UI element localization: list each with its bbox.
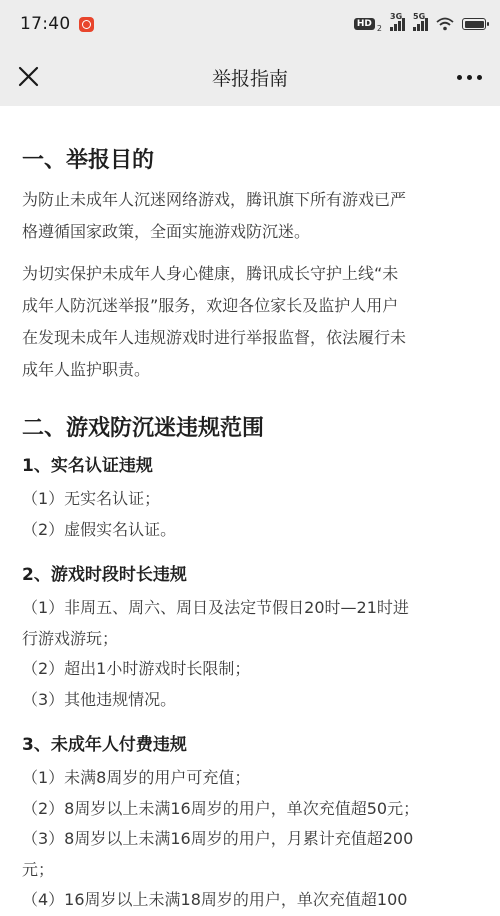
hd-sub-label: 2 bbox=[376, 23, 382, 33]
wifi-icon bbox=[436, 17, 454, 31]
paragraph-line: 格遵循国家政策，全面实施游戏防沉迷。 bbox=[22, 222, 311, 241]
paragraph-line: 成年人监护职责。 bbox=[22, 360, 151, 379]
signal-3g-icon bbox=[390, 12, 405, 31]
paragraph bbox=[22, 258, 478, 386]
list-item: （3）其他违规情况。 bbox=[22, 689, 177, 709]
article-content bbox=[0, 106, 500, 916]
list-item: 行游戏游玩； bbox=[22, 628, 119, 648]
subsection-title: 3、未成年人付费违规 bbox=[22, 735, 187, 755]
paragraph-line: 在发现未成年人违规游戏时进行举报监督，依法履行未 bbox=[22, 328, 407, 347]
section-heading: 一、举报目的 bbox=[22, 148, 155, 173]
rule-list bbox=[22, 593, 478, 715]
list-item: （1）无实名认证； bbox=[22, 489, 161, 508]
hd-icon: HD bbox=[354, 18, 375, 30]
status-time: 17:40 bbox=[20, 14, 71, 34]
paragraph-line: 成年人防沉迷举报”服务，欢迎各位家长及监护人用户 bbox=[22, 296, 399, 315]
list-item: 元； bbox=[22, 859, 55, 879]
signal-5g-icon bbox=[413, 12, 428, 31]
page-title: 举报指南 bbox=[211, 67, 288, 90]
paragraph bbox=[22, 184, 478, 248]
rule-list bbox=[22, 763, 478, 916]
app-notification-icon bbox=[79, 17, 94, 32]
list-item: （1）非周五、周六、周日及法定节假日20时—21时进 bbox=[22, 598, 409, 617]
more-icon[interactable] bbox=[454, 62, 484, 92]
nav-bar bbox=[0, 48, 500, 106]
list-item: （3）8周岁以上未满16周岁的用户，月累计充值超200 bbox=[22, 829, 414, 848]
battery-icon bbox=[462, 18, 486, 30]
status-bar bbox=[0, 0, 500, 48]
status-indicators bbox=[354, 12, 486, 33]
close-icon[interactable] bbox=[14, 62, 44, 92]
paragraph-line: 为切实保护未成年人身心健康，腾讯成长守护上线“未 bbox=[22, 264, 399, 283]
list-item: （2）8周岁以上未满16周岁的用户，单次充值超50元； bbox=[22, 798, 420, 818]
subsection-title: 2、游戏时段时长违规 bbox=[22, 565, 187, 585]
section-heading: 二、游戏防沉迷违规范围 bbox=[22, 416, 265, 441]
rule-list bbox=[22, 484, 478, 545]
list-item: （2）虚假实名认证。 bbox=[22, 519, 177, 539]
list-item: （4）16周岁以上未满18周岁的用户，单次充值超100 bbox=[22, 890, 408, 909]
list-item: （2）超出1小时游戏时长限制； bbox=[22, 659, 251, 678]
subsection-title: 1、实名认证违规 bbox=[22, 456, 153, 476]
signal-3g-label: 3G bbox=[390, 12, 403, 21]
list-item: （1）未满8周岁的用户可充值； bbox=[22, 768, 251, 787]
paragraph-line: 为防止未成年人沉迷网络游戏，腾讯旗下所有游戏已严 bbox=[22, 190, 407, 209]
signal-5g-label: 5G bbox=[413, 12, 426, 21]
